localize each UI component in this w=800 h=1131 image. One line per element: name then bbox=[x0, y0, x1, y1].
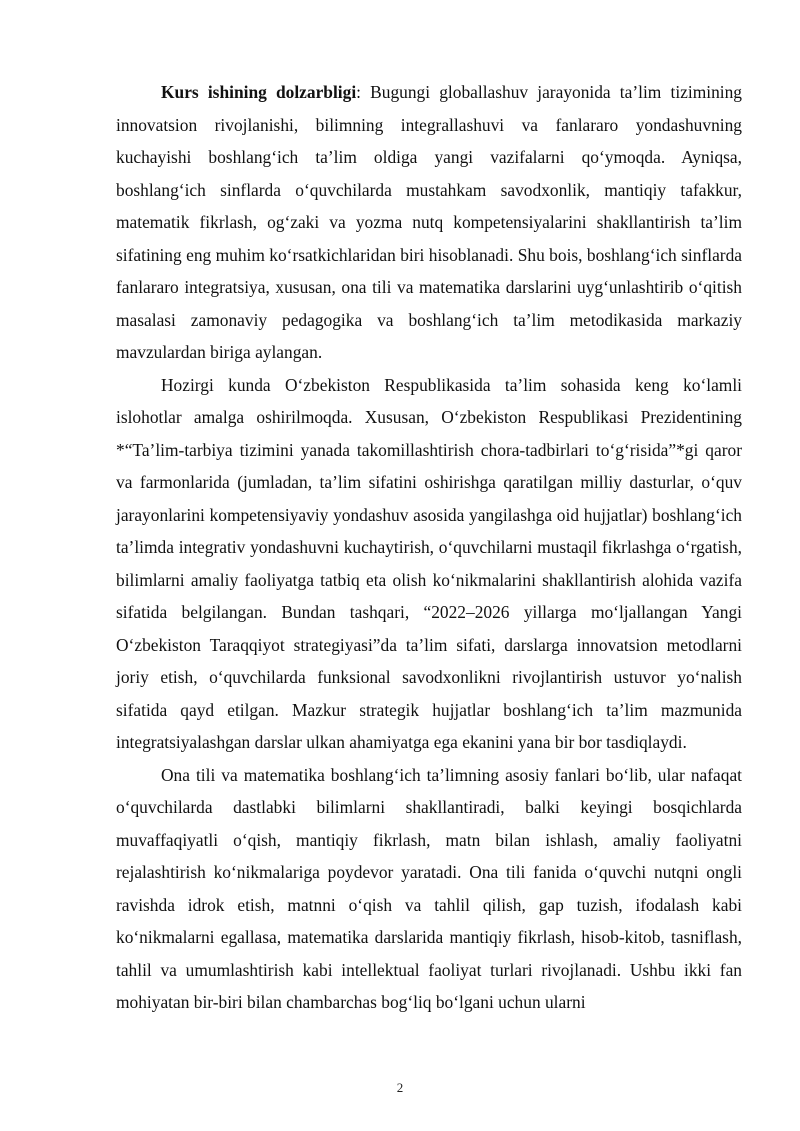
page-number: 2 bbox=[396, 1080, 404, 1095]
paragraph-text: Ona tili va matematika boshlang‘ich ta’limning asosiy fanlari bo‘lib, ular nafaqat o‘quvchilarda dastlabki bilimlarni shakllantiradi, balki keyingi bosqichlarda muvaffaqiyatli o‘qish, mantiqiy fikrlash, matn bilan ishlash, amaliy faoliyatni rejalashtirish ko‘nikmalariga poydevor yaratadi. Ona tili fanida o‘quvchi nutqni ongli ravishda idrok etish, matnni o‘qish va tahlil qilish, gap tuzish, ifodalash kabi ko‘nikmalarni egallasa, matematika darslarida mantiqiy fikrlash, hisob-kitob, tasniflash, tahlil va umumlashtirish kabi intellektual faoliyat turlari rivojlanadi. Ushbu ikki fan mohiyatan bir-biri bilan chambarchas bog‘liq bo‘lgani uchun ularni bbox=[116, 764, 742, 1012]
paragraph-relevance bbox=[116, 76, 742, 369]
body-text bbox=[116, 76, 742, 1019]
paragraph-text: : Bugungi globallashuv jarayonida ta’lim tizimining innovatsion rivojlanishi, bilimning integrallashuvi va fanlararo yondashuvning kuchayishi boshlang‘ich ta’lim oldiga yangi vazifalarni qo‘ymoqda. Ayniqsa, boshlang‘ich sinflarda o‘quvchilarda mustahkam savodxonlik, mantiqiy tafakkur, matematik fikrlash, og‘zaki va yozma nutq kompetensiyalarini shakllantirish ta’lim sifatining eng muhim ko‘rsatkichlaridan biri hisoblanadi. Shu bois, boshlang‘ich sinflarda fanlararo integratsiya, xususan, ona tili va matematika darslarini uyg‘unlashtirib o‘qitish masalasi zamonaviy pedagogika va boshlang‘ich ta’lim metodikasida markaziy mavzulardan biriga aylangan. bbox=[116, 82, 742, 362]
section-heading: Kurs ishining dolzarbligi bbox=[161, 82, 357, 102]
paragraph-text: Hozirgi kunda O‘zbekiston Respublikasida ta’lim sohasida keng ko‘lamli islohotlar amalga oshirilmoqda. Xususan, O‘zbekiston Respublikasi Prezidentining *“Ta’lim-tarbiya tizimini yanada takomillashtirish chora-tadbirlari to‘g‘risida”*gi qaror va farmonlarida (jumladan, ta’lim sifatini oshirishga qaratilgan milliy dasturlar, o‘quv jarayonlarini kompetensiyaviy yondashuv asosida yangilashga oid hujjatlar) boshlang‘ich ta’limda integrativ yondashuvni kuchaytirish, o‘quvchilarni mustaqil fikrlashga o‘rgatish, bilimlarni amaliy faoliyatga tatbiq eta olish ko‘nikmalarini shakllantirish alohida vazifa sifatida belgilangan. Bundan tashqari, “2022–2026 yillarga mo‘ljallangan Yangi O‘zbekiston Taraqqiyot strategiyasi”da ta’lim sifati, darslarga innovatsion metodlarni joriy etish, o‘quvchilarda funksional savodxonlikni rivojlantirish ustuvor yo‘nalish sifatida qayd etilgan. Mazkur strategik hujjatlar boshlang‘ich ta’lim mazmunida integratsiyalashgan darslar ulkan ahamiyatga ega ekanini yana bir bor tasdiqlaydi. bbox=[116, 374, 742, 752]
paragraph-subjects bbox=[116, 759, 742, 1019]
paragraph-reforms bbox=[116, 369, 742, 759]
